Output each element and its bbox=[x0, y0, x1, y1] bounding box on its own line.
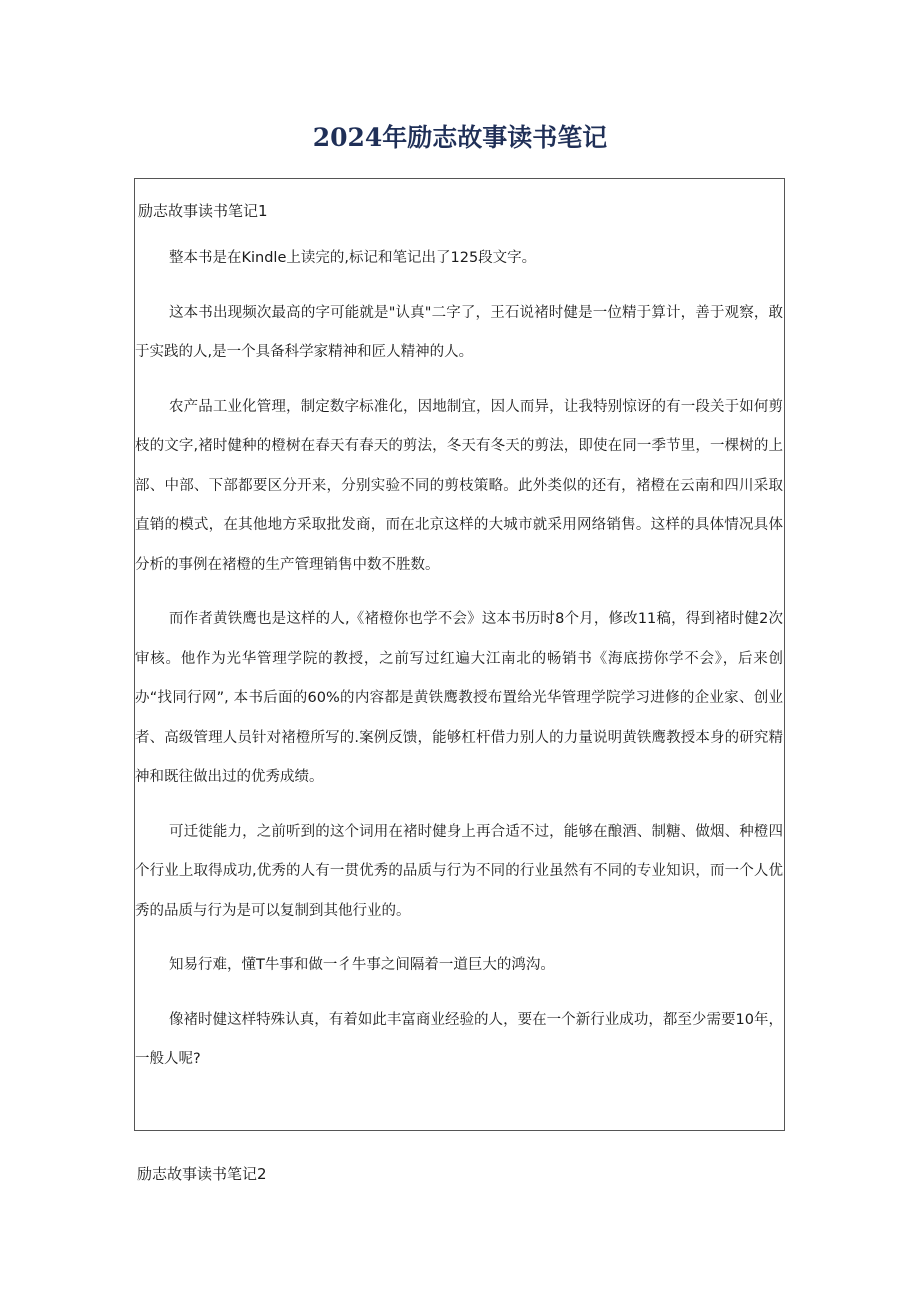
paragraph: 这本书出现频次最高的字可能就是"认真"二字了，王石说褚时健是一位精于算计，善于观察，敢于实践的人,是一个具备科学家精神和匠人精神的人。 bbox=[135, 304, 783, 360]
paragraph: 而作者黄铁鹰也是这样的人,《褚橙你也学不会》这本书历时8个月，修改11稿，得到褚时健2次审核。他作为光华管理学院的教授，之前写过红遍大江南北的畅销书《海底捞你学不会》，后来创办“找同行网”, 本书后面的60%的内容都是黄铁鹰教授布置给光华管理学院学习进修的企业家、创业者、高级管理人员针对褚橙所写的.案例反馈，能够杠杆借力别人的力量说明黄铁鹰教授本身的研究精神和既往做出过的优秀成绩。 bbox=[135, 611, 783, 785]
paragraph: 农产品工业化管理，制定数字标准化，因地制宜，因人而异，让我特别惊讶的有一段关于如何剪枝的文字,褚时健种的橙树在春天有春天的剪法，冬天有冬天的剪法，即使在同一季节里，一棵树的上部、中部、下部都要区分开来，分别实验不同的剪枝策略。此外类似的还有，褚橙在云南和四川采取直销的模式，在其他地方采取批发商，而在北京这样的大城市就采用网络销售。这样的具体情况具体分析的事例在褚橙的生产管理销售中数不胜数。 bbox=[135, 398, 783, 573]
document-title: 2024年励志故事读书笔记 bbox=[312, 123, 608, 152]
paragraph: 可迁徙能力，之前听到的这个词用在褚时健身上再合适不过，能够在酿酒、制糖、做烟、种橙四个行业上取得成功,优秀的人有一贯优秀的品质与行为不同的行业虽然有不同的专业知识，而一个人优秀的品质与行为是可以复制到其他行业的。 bbox=[135, 823, 783, 919]
note-1-heading: 励志故事读书笔记1 bbox=[138, 202, 268, 220]
note-1-box bbox=[134, 178, 785, 1131]
paragraph: 整本书是在Kindle上读完的,标记和笔记出了125段文字。 bbox=[169, 250, 537, 266]
note-1-body bbox=[135, 239, 784, 1095]
note-2-heading: 励志故事读书笔记2 bbox=[137, 1165, 267, 1183]
paragraph: 知易行难，懂T牛事和做一彳牛事之间隔着一道巨大的鸿沟。 bbox=[169, 957, 555, 973]
paragraph: 像褚时健这样特殊认真，有着如此丰富商业经验的人，要在一个新行业成功，都至少需要10年，一般人呢? bbox=[135, 1011, 783, 1067]
